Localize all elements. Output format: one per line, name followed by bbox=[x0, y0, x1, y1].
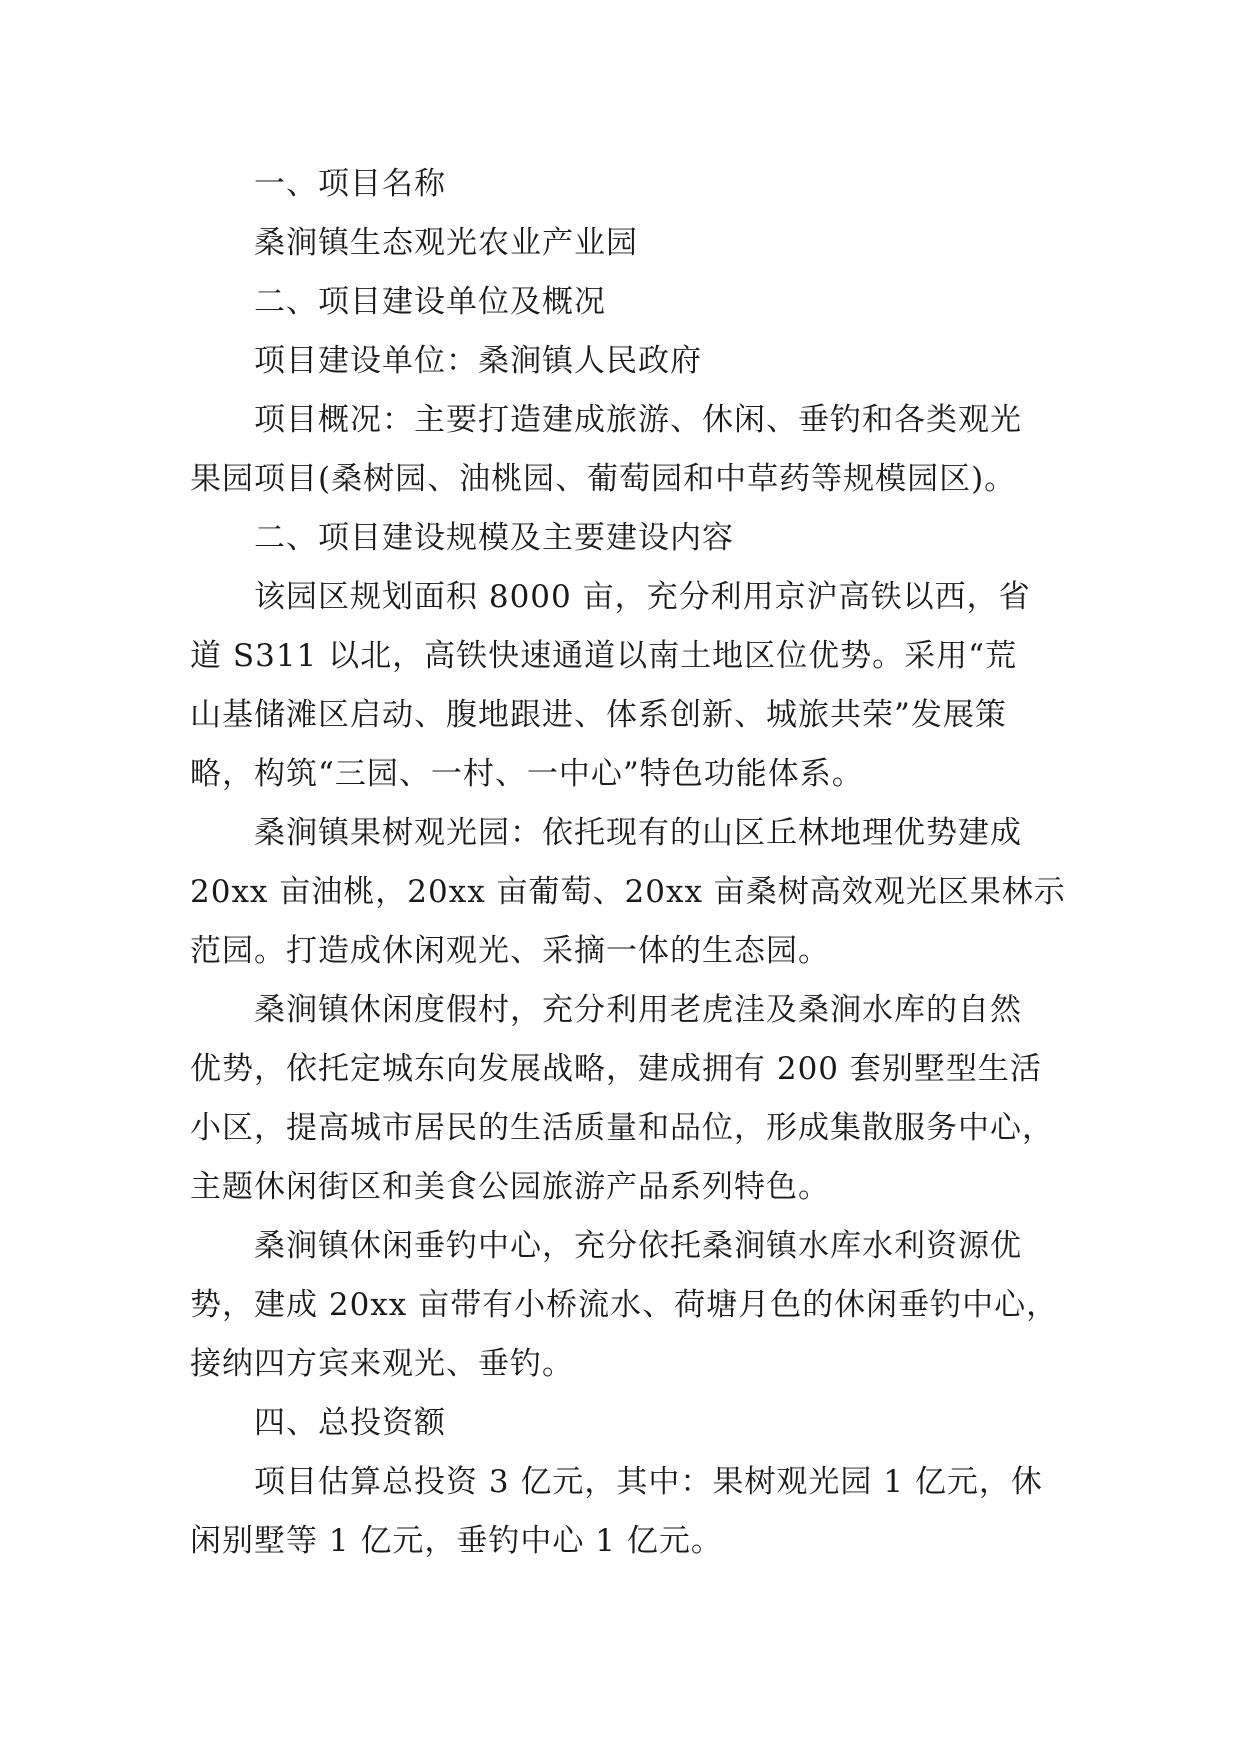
investment-line-2: 闲别墅等 1 亿元，垂钓中心 1 亿元。 bbox=[190, 1523, 723, 1559]
resort-line-2: 优势，依托定城东向发展战略，建成拥有 200 套别墅型生活 bbox=[190, 1051, 1042, 1087]
orchard-line-1: 桑涧镇果树观光园：依托现有的山区丘林地理优势建成 bbox=[254, 815, 1022, 851]
heading-construction-unit: 二、项目建设单位及概况 bbox=[254, 284, 606, 320]
resort-line-3: 小区，提高城市居民的生活质量和品位，形成集散服务中心， bbox=[190, 1110, 1054, 1146]
project-name: 桑涧镇生态观光农业产业园 bbox=[254, 225, 638, 261]
heading-scale-content: 二、项目建设规模及主要建设内容 bbox=[254, 520, 734, 556]
heading-total-investment: 四、总投资额 bbox=[254, 1405, 446, 1441]
investment-line-1: 项目估算总投资 3 亿元，其中：果树观光园 1 亿元，休 bbox=[254, 1464, 1043, 1500]
fishing-line-1: 桑涧镇休闲垂钓中心，充分依托桑涧镇水库水利资源优 bbox=[254, 1228, 1022, 1264]
planning-line-2: 道 S311 以北，高铁快速通道以南土地区位优势。采用“荒 bbox=[190, 638, 1017, 674]
resort-line-1: 桑涧镇休闲度假村，充分利用老虎洼及桑涧水库的自然 bbox=[254, 992, 1022, 1028]
overview-line-2: 果园项目(桑树园、油桃园、葡萄园和中草药等规模园区)。 bbox=[190, 461, 1017, 497]
fishing-line-2: 势，建成 20xx 亩带有小桥流水、荷塘月色的休闲垂钓中心， bbox=[190, 1287, 1059, 1323]
heading-project-name: 一、项目名称 bbox=[254, 166, 446, 202]
orchard-line-2: 20xx 亩油桃，20xx 亩葡萄、20xx 亩桑树高效观光区果林示 bbox=[190, 874, 1066, 910]
orchard-line-3: 范园。打造成休闲观光、采摘一体的生态园。 bbox=[190, 933, 830, 969]
construction-unit: 项目建设单位：桑涧镇人民政府 bbox=[254, 343, 702, 379]
planning-line-1: 该园区规划面积 8000 亩，充分利用京沪高铁以西，省 bbox=[254, 579, 1031, 615]
resort-line-4: 主题休闲街区和美食公园旅游产品系列特色。 bbox=[190, 1169, 830, 1205]
planning-line-3: 山基储滩区启动、腹地跟进、体系创新、城旅共荣”发展策 bbox=[190, 697, 1007, 733]
overview-line-1: 项目概况：主要打造建成旅游、休闲、垂钓和各类观光 bbox=[254, 402, 1022, 438]
fishing-line-3: 接纳四方宾来观光、垂钓。 bbox=[190, 1346, 574, 1382]
planning-line-4: 略，构筑“三园、一村、一中心”特色功能体系。 bbox=[190, 756, 864, 792]
